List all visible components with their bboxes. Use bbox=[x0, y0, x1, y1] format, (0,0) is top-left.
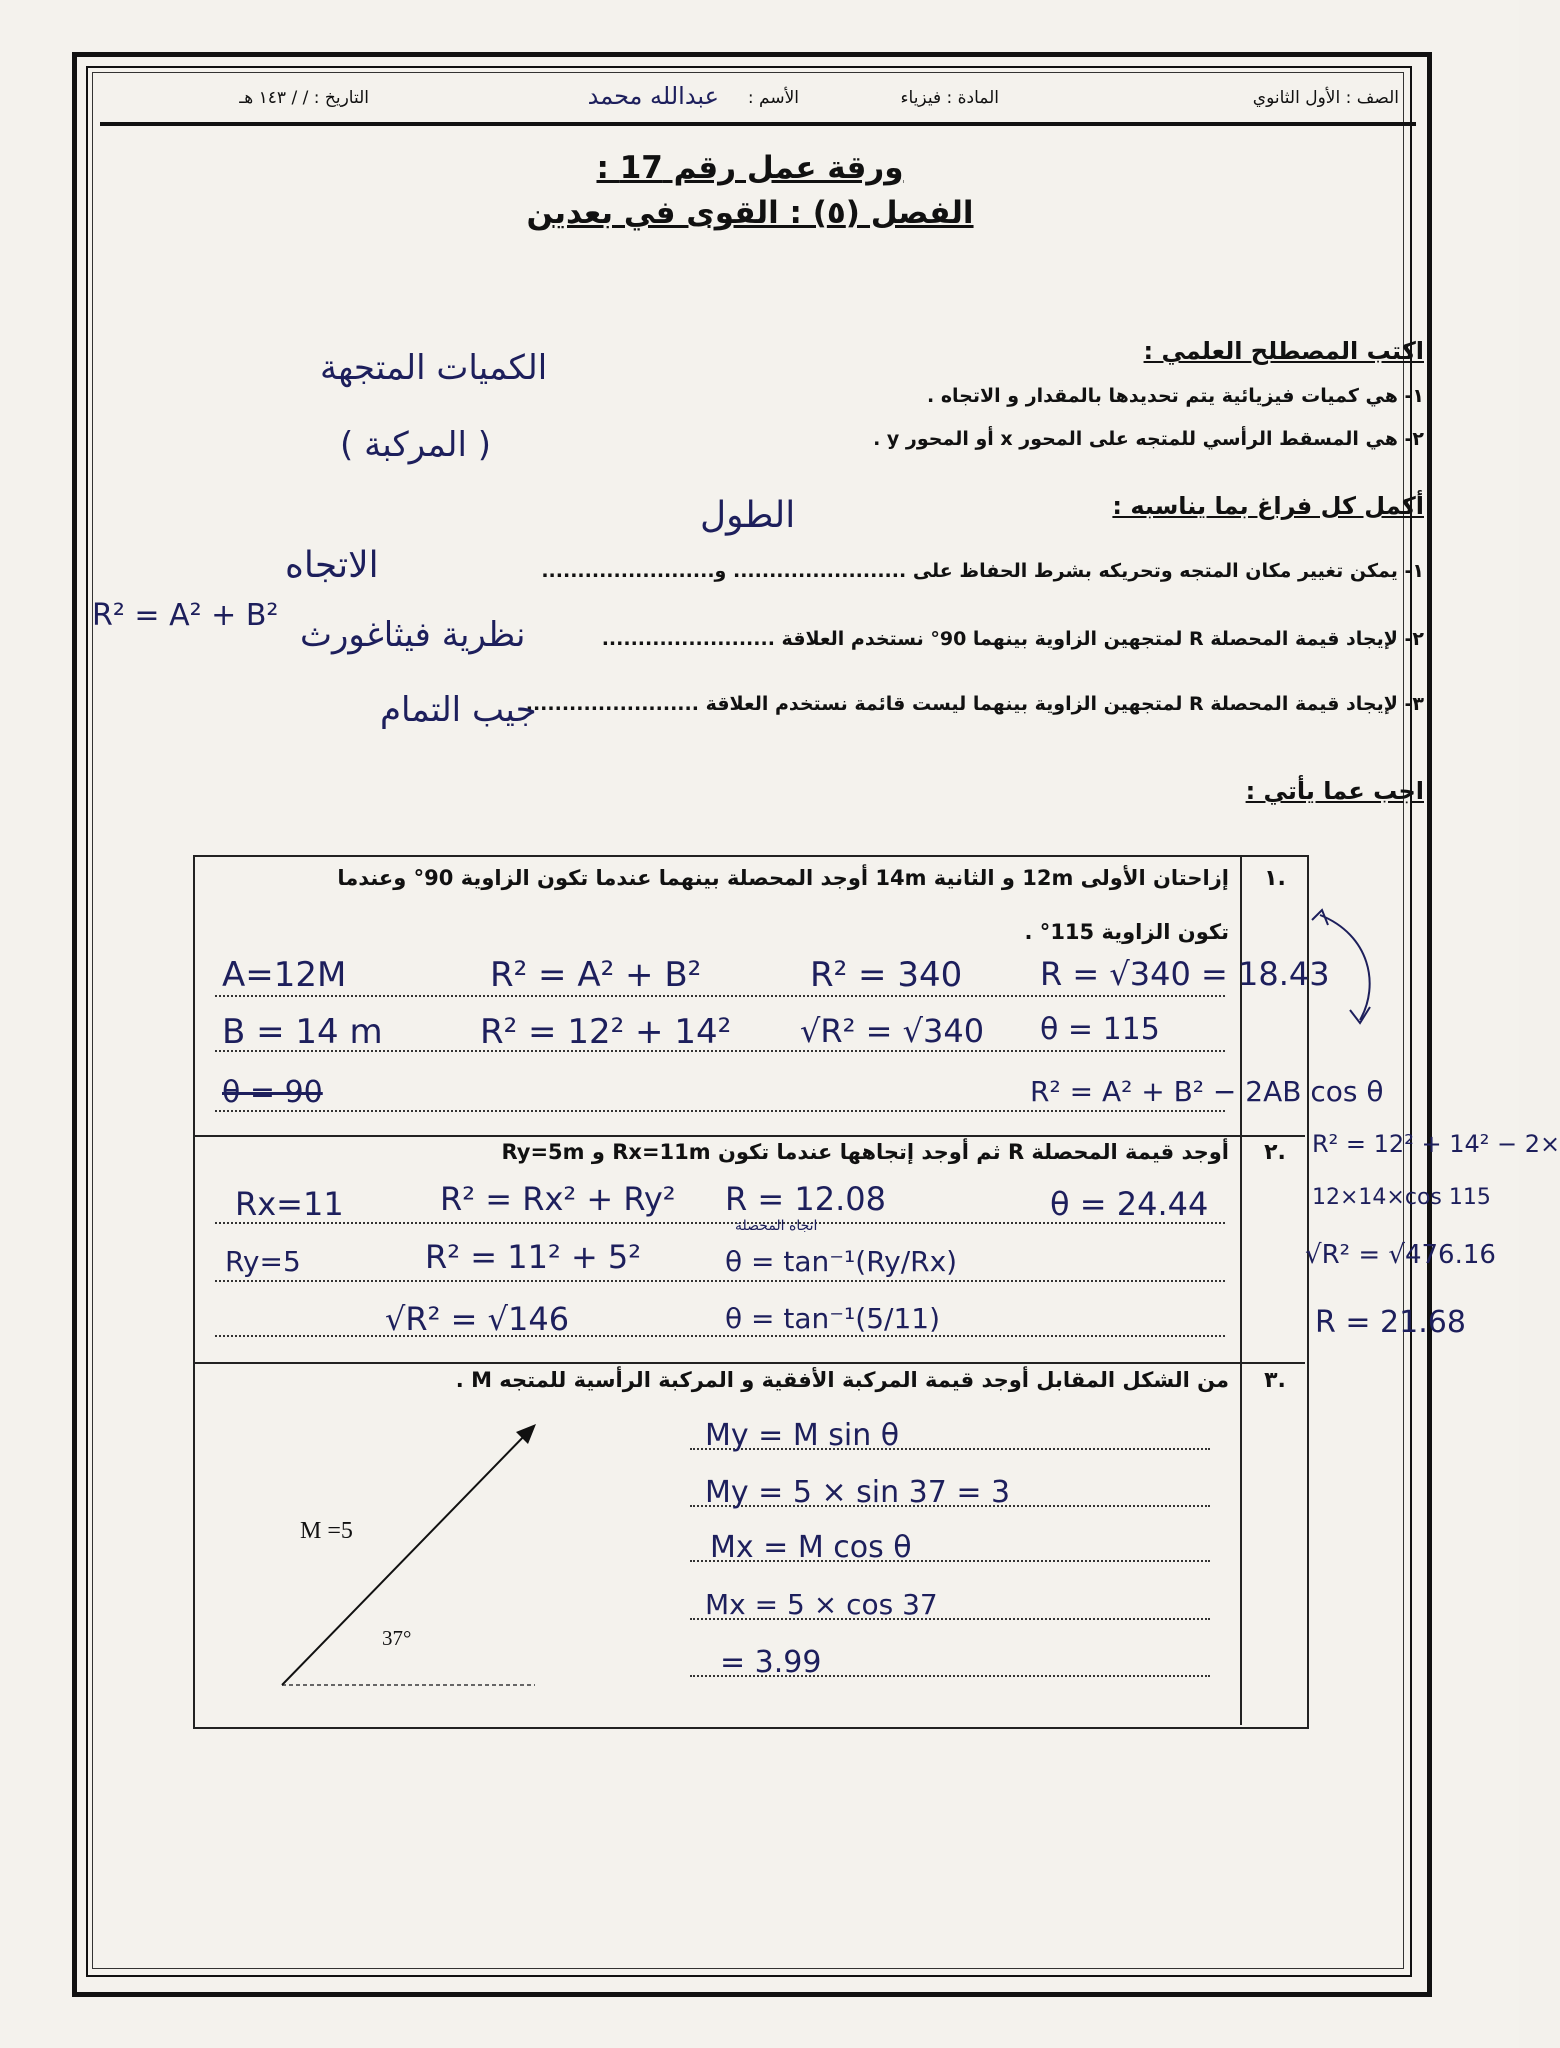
q1-work: R² = A² + B² − 2AB cos θ bbox=[1030, 1075, 1384, 1108]
q3-work: My = 5 × sin 37 = 3 bbox=[705, 1475, 1011, 1510]
q1-work: R² = 12² + 14² bbox=[480, 1012, 732, 1052]
section1-item-2: ٢- هي المسقط الرأسي للمتجه على المحور x أو المحور y . bbox=[873, 428, 1424, 450]
question-2-text: أوجد قيمة المحصلة R ثم أوجد إتجاهها عندما تكون Rx=11m و Ry=5m bbox=[501, 1140, 1229, 1164]
question-3-text: من الشكل المقابل أوجد قيمة المركبة الأفقية و المركبة الرأسية للمتجه M . bbox=[455, 1368, 1229, 1392]
table-row-divider-2 bbox=[193, 1362, 1305, 1364]
curved-arrow-icon bbox=[1300, 895, 1410, 1035]
q1-work: B = 14 m bbox=[222, 1012, 383, 1052]
question-1-text-line1: إزاحتان الأولى 12m و الثانية 14m أوجد المحصلة بينهما عندما تكون الزاوية 90° وعندما bbox=[337, 866, 1229, 890]
q1-work: θ = 115 bbox=[1040, 1012, 1160, 1047]
q1-work: A=12M bbox=[222, 955, 347, 995]
section1-answer-1: الكميات المتجهة bbox=[320, 348, 548, 388]
section3-heading: اجب عما يأتي : bbox=[1245, 777, 1424, 805]
vector-angle-label: 37° bbox=[382, 1626, 412, 1650]
q3-work: Mx = 5 × cos 37 bbox=[705, 1588, 938, 1621]
subject-label: المادة : فيزياء bbox=[900, 88, 999, 108]
q2-work: Rx=11 bbox=[235, 1185, 344, 1223]
section2-answer-pythagoras: نظرية فيثاغورث bbox=[300, 615, 526, 655]
question-1-text-line2: تكون الزاوية 115° . bbox=[1024, 920, 1229, 944]
q3-work: Mx = M cos θ bbox=[710, 1530, 912, 1565]
q1-work: √R² = √340 bbox=[800, 1012, 985, 1050]
header-rule bbox=[100, 122, 1416, 126]
worksheet-title: ورقة عمل رقم 17 : bbox=[596, 150, 904, 186]
answer-line bbox=[215, 1110, 1225, 1112]
q2-work: Ry=5 bbox=[225, 1245, 301, 1278]
q2-direction-note: اتجاه المحصلة bbox=[735, 1218, 818, 1234]
answer-line bbox=[215, 1335, 1225, 1337]
question-1-number: ١. bbox=[1264, 866, 1286, 891]
q1-work: θ = 90 bbox=[222, 1075, 323, 1110]
q1-work: R = √340 = 18.43 bbox=[1040, 955, 1330, 993]
section2-answer-direction: الاتجاه bbox=[285, 545, 379, 586]
q1-margin-work: R² = 12² + 14² − 2× bbox=[1312, 1130, 1560, 1158]
section1-answer-2: ( المركبة ) bbox=[340, 425, 492, 465]
q1-margin-work: √R² = √476.16 bbox=[1305, 1240, 1496, 1270]
answer-line bbox=[215, 995, 1225, 997]
q1-margin-work: 12×14×cos 115 bbox=[1312, 1185, 1491, 1210]
question-2-number: ٢. bbox=[1264, 1140, 1286, 1165]
section2-heading: أكمل كل فراغ بما يناسبه : bbox=[1112, 492, 1424, 520]
date-label: التاريخ : / / ١٤٣ هـ bbox=[239, 88, 369, 108]
q2-work: √R² = √146 bbox=[385, 1300, 570, 1338]
section2-answer-cosine: جيب التمام bbox=[380, 690, 537, 730]
q2-work: θ = tan⁻¹(5/11) bbox=[725, 1302, 941, 1335]
section1-heading: اكتب المصطلح العلمي : bbox=[1143, 337, 1424, 365]
q1-margin-work: R = 21.68 bbox=[1315, 1305, 1466, 1340]
table-row-divider-1 bbox=[193, 1135, 1305, 1137]
chapter-title: الفصل (٥) : القوى في بعدين bbox=[526, 195, 974, 231]
name-handwritten: عبدالله محمد bbox=[587, 82, 719, 110]
vector-m-figure bbox=[270, 1410, 570, 1700]
q2-work: θ = 24.44 bbox=[1050, 1185, 1209, 1223]
q1-work: R² = 340 bbox=[810, 955, 963, 995]
section2-item-3: ٣- لإيجاد قيمة المحصلة R لمتجهين الزاوية بينهما ليست قائمة نستخدم العلاقة ........................ bbox=[525, 693, 1424, 715]
answer-line bbox=[215, 1280, 1225, 1282]
q2-work: R = 12.08 bbox=[725, 1180, 886, 1218]
vector-magnitude-label: M =5 bbox=[300, 1518, 353, 1544]
q1-work: R² = A² + B² bbox=[490, 955, 702, 995]
grade-label: الصف : الأول الثانوي bbox=[1252, 88, 1399, 108]
q3-work: My = M sin θ bbox=[705, 1418, 900, 1453]
name-label: الأسم : bbox=[747, 88, 799, 108]
q2-work: R² = 11² + 5² bbox=[425, 1238, 642, 1276]
section2-answer-length: الطول bbox=[700, 495, 796, 536]
section1-item-1: ١- هي كميات فيزيائية يتم تحديدها بالمقدار و الاتجاه . bbox=[926, 385, 1424, 407]
q3-work: = 3.99 bbox=[720, 1645, 822, 1680]
q2-work: R² = Rx² + Ry² bbox=[440, 1180, 676, 1218]
section2-item-1: ١- يمكن تغيير مكان المتجه وتحريكه بشرط الحفاظ على ........................ و........................ bbox=[541, 560, 1424, 582]
section2-formula: R² = A² + B² bbox=[92, 598, 279, 633]
section2-item-2: ٢- لإيجاد قيمة المحصلة R لمتجهين الزاوية بينهما 90° نستخدم العلاقة ........................ bbox=[601, 628, 1424, 650]
q2-work: θ = tan⁻¹(Ry/Rx) bbox=[725, 1245, 958, 1278]
question-3-number: ٣. bbox=[1264, 1368, 1286, 1393]
